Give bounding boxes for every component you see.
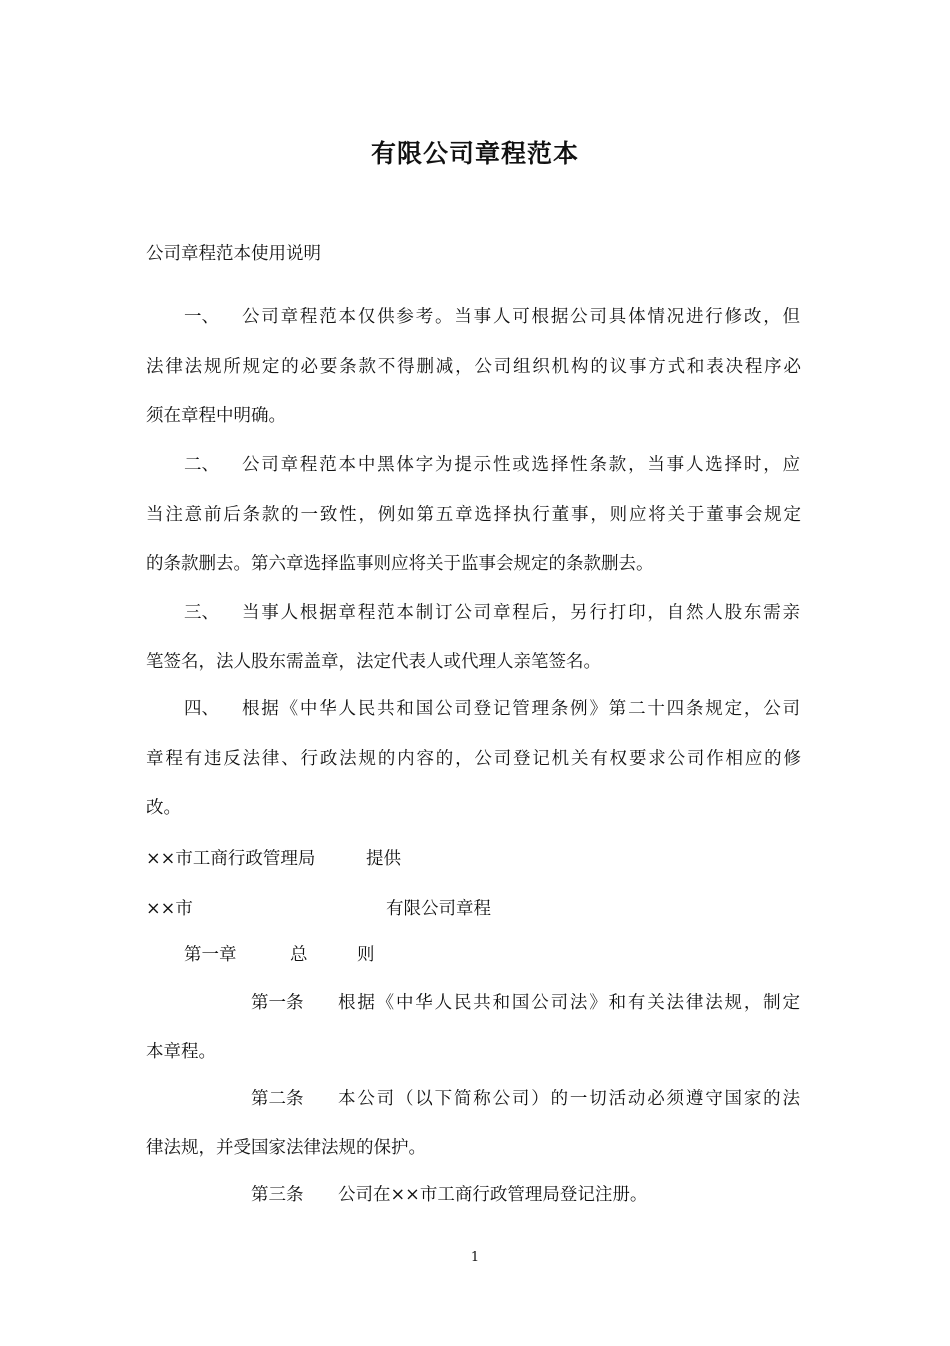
article-1-line-1: 根据《中华人民共和国公司法》和有关法律法规，制定 — [338, 993, 800, 1013]
item-2-number: 二、 — [184, 455, 219, 475]
chapter-title-char-2: 则 — [357, 945, 375, 965]
item-3-number: 三、 — [184, 603, 219, 623]
article-1-number: 第一条 — [251, 993, 304, 1013]
item-2-line-2: 当注意前后条款的一致性，例如第五章选择执行董事，则应将关于董事会规定 — [146, 505, 801, 525]
charter-name: 有限公司章程 — [386, 899, 491, 919]
item-1-number: 一、 — [184, 307, 219, 327]
article-1-line-2: 本章程。 — [146, 1042, 216, 1062]
item-3-line-2: 笔签名，法人股东需盖章，法定代表人或代理人亲笔签名。 — [146, 652, 601, 672]
item-3-line-1: 当事人根据章程范本制订公司章程后，另行打印，自然人股东需亲 — [242, 603, 800, 623]
chapter-title-char-1: 总 — [290, 945, 308, 965]
item-4-number: 四、 — [184, 699, 219, 719]
item-4-line-3: 改。 — [146, 798, 181, 818]
item-2-line-3: 的条款删去。第六章选择监事则应将关于监事会规定的条款删去。 — [146, 554, 654, 574]
article-3-number: 第三条 — [251, 1185, 304, 1205]
provider-org: ××市工商行政管理局 — [146, 849, 316, 869]
document-title: 有限公司章程范本 — [370, 139, 579, 168]
article-2-line-1: 本公司（以下简称公司）的一切活动必须遵守国家的法 — [338, 1089, 800, 1109]
charter-city: ××市 — [146, 899, 193, 919]
article-3-line-1: 公司在××市工商行政管理局登记注册。 — [338, 1185, 648, 1205]
item-1-line-2: 法律法规所规定的必要条款不得删减，公司组织机构的议事方式和表决程序必 — [146, 357, 801, 377]
item-2-line-1: 公司章程范本中黑体字为提示性或选择性条款，当事人选择时，应 — [242, 455, 800, 475]
provider-label: 提供 — [366, 849, 401, 869]
chapter-number: 第一章 — [184, 945, 237, 965]
item-1-line-1: 公司章程范本仅供参考。当事人可根据公司具体情况进行修改，但 — [242, 307, 800, 327]
page-number: 1 — [470, 1250, 480, 1265]
item-4-line-2: 章程有违反法律、行政法规的内容的，公司登记机关有权要求公司作相应的修 — [146, 749, 801, 769]
item-4-line-1: 根据《中华人民共和国公司登记管理条例》第二十四条规定，公司 — [242, 699, 800, 719]
item-1-line-3: 须在章程中明确。 — [146, 406, 286, 426]
article-2-number: 第二条 — [251, 1089, 304, 1109]
article-2-line-2: 律法规，并受国家法律法规的保护。 — [146, 1138, 426, 1158]
usage-heading: 公司章程范本使用说明 — [146, 244, 321, 264]
